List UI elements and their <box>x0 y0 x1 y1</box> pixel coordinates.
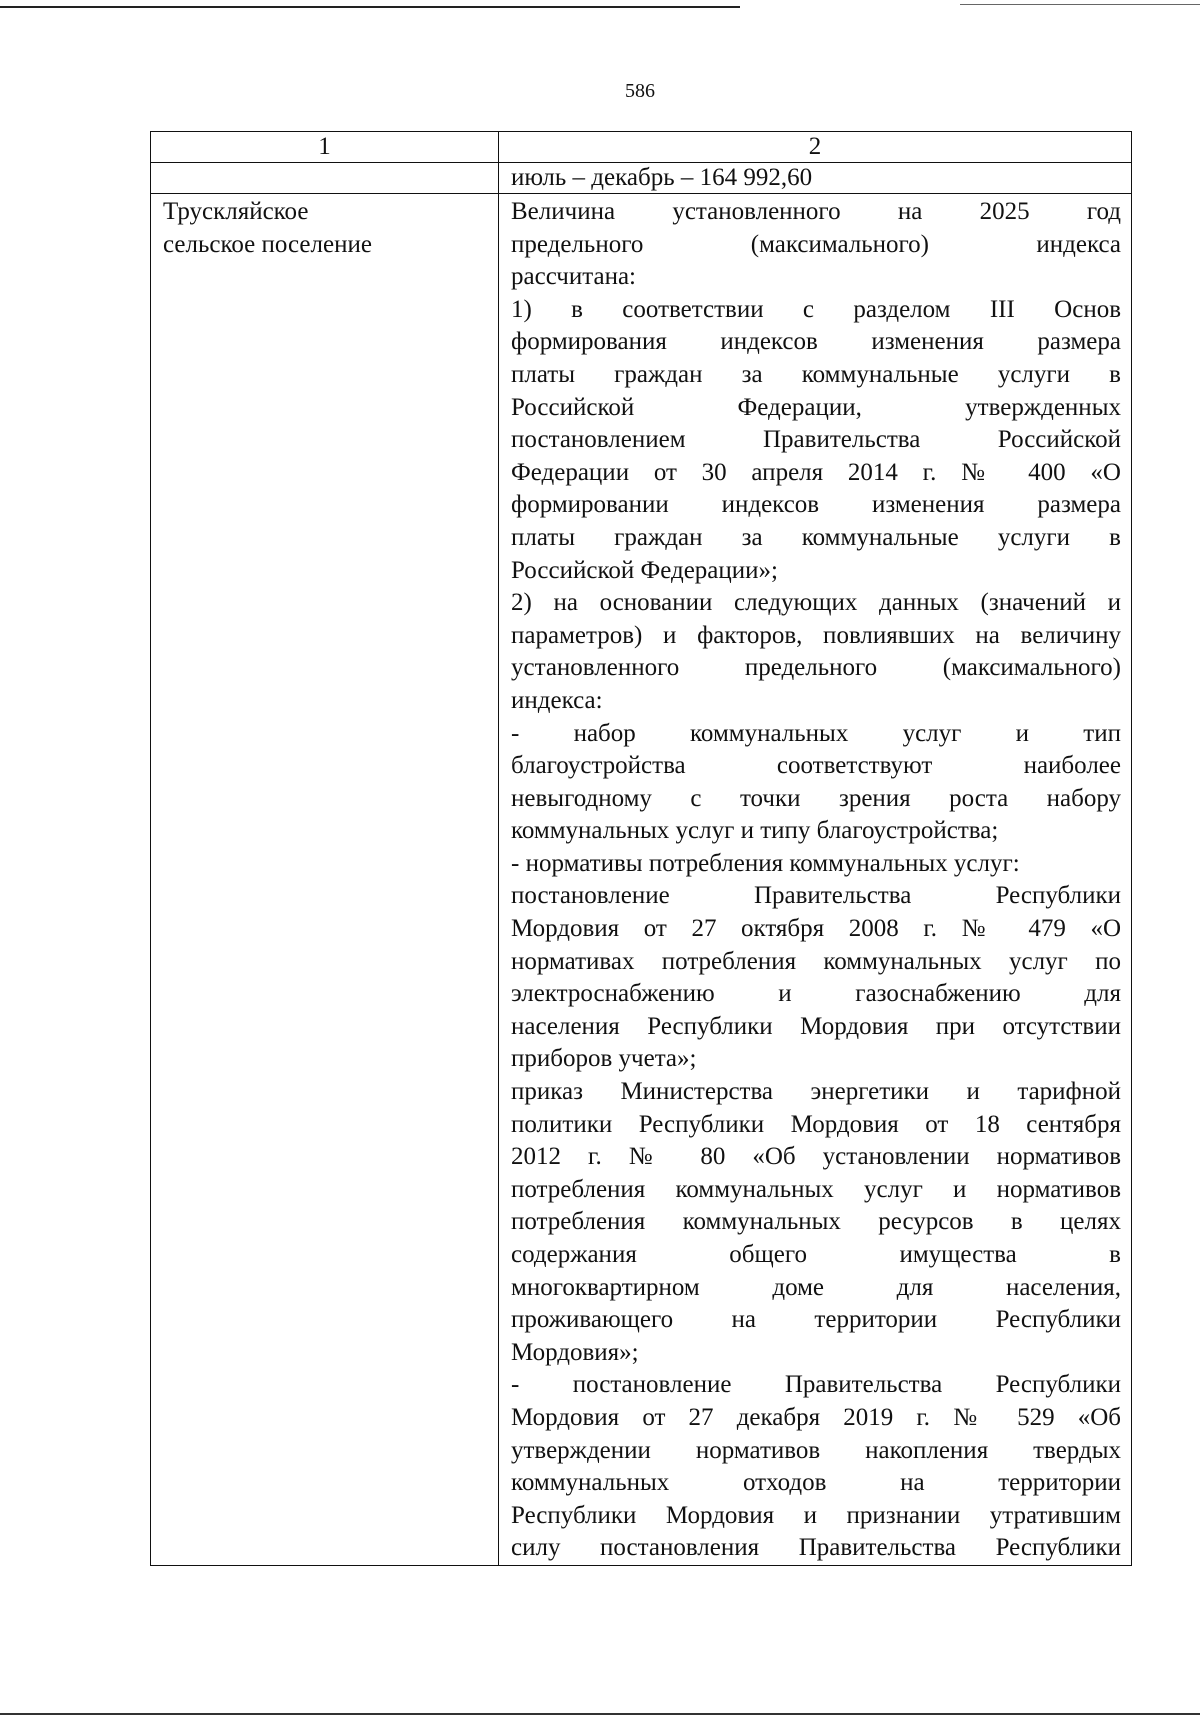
description-line: Величина установленного на 2025 год <box>511 198 1121 225</box>
column-header-1: 1 <box>151 132 499 163</box>
description-line: благоустройства соответствуют наиболее <box>511 752 1121 780</box>
description-line: потребления коммунальных ресурсов в целях <box>511 1208 1121 1236</box>
settlement-name-line: Трускляйское <box>163 198 309 225</box>
description-line: коммунальных услуг и типу благоустройства; <box>511 817 999 845</box>
description-line: Мордовия от 27 октября 2008 г. № 479 «О <box>511 915 1121 943</box>
document-table <box>150 131 1132 1566</box>
description-line: параметров) и факторов, повлиявших на величину <box>511 621 1121 649</box>
description-line: - нормативы потребления коммунальных услуг: <box>511 849 1020 877</box>
description-line: проживающего на территории Республики <box>511 1306 1121 1334</box>
description-line: политики Республики Мордовия от 18 сентября <box>511 1110 1121 1138</box>
description-line: платы граждан за коммунальные услуги в <box>511 523 1121 551</box>
description-line: формировании индексов изменения размера <box>511 491 1121 519</box>
description-line: 2012 г. № 80 «Об установлении нормативов <box>511 1143 1121 1171</box>
description-line: индекса: <box>511 686 603 714</box>
description-line: населения Республики Мордовия при отсутствии <box>511 1012 1121 1040</box>
scan-edge-bottom <box>0 1713 1200 1715</box>
index-description-cell <box>499 194 1132 1566</box>
page-number: 586 <box>625 80 655 102</box>
description-line: многоквартирном доме для населения, <box>511 1273 1121 1301</box>
settlement-name-cell <box>151 194 499 1566</box>
description-line: нормативах потребления коммунальных услуг по <box>511 947 1121 975</box>
description-line: предельного (максимального) индекса <box>511 230 1121 258</box>
description-line: коммунальных отходов на территории <box>511 1469 1121 1497</box>
table-header-row <box>151 132 1132 163</box>
table-row <box>151 194 1132 1566</box>
column-header-2: 2 <box>499 132 1132 163</box>
description-line: содержания общего имущества в <box>511 1241 1121 1268</box>
table-row <box>151 163 1132 194</box>
description-line: приказ Министерства энергетики и тарифной <box>511 1078 1121 1106</box>
continuation-cell-1 <box>151 163 499 194</box>
description-line: рассчитана: <box>511 263 636 291</box>
description-line: Мордовия от 27 декабря 2019 г. № 529 «Об <box>511 1403 1121 1431</box>
scan-edge-top-right <box>960 4 1200 5</box>
description-line: электроснабжению и газоснабжению для <box>511 980 1121 1008</box>
description-line: потребления коммунальных услуг и нормативов <box>511 1175 1121 1203</box>
description-line: формирования индексов изменения размера <box>511 328 1121 356</box>
description-line: Мордовия»; <box>511 1338 639 1366</box>
description-line: Республики Мордовия и признании утратившим <box>511 1501 1121 1529</box>
description-line: Российской Федерации, утвержденных <box>511 393 1121 421</box>
description-line: утверждении нормативов накопления твердых <box>511 1436 1121 1464</box>
description-line: постановление Правительства Республики <box>511 882 1121 910</box>
description-line: Российской Федерации»; <box>511 556 778 584</box>
description-line: Федерации от 30 апреля 2014 г. № 400 «О <box>511 458 1121 486</box>
continuation-cell-2 <box>499 163 1132 194</box>
description-line: невыгодному с точки зрения роста набору <box>511 784 1121 812</box>
continuation-col2-text: июль – декабрь – 164 992,60 <box>511 164 813 191</box>
settlement-name-line: сельское поселение <box>163 230 372 258</box>
description-line: силу постановления Правительства Республики <box>511 1534 1121 1562</box>
description-line: - набор коммунальных услуг и тип <box>511 719 1121 747</box>
description-line: 2) на основании следующих данных (значений и <box>511 589 1121 617</box>
description-line: постановлением Правительства Российской <box>511 426 1121 454</box>
description-line: платы граждан за коммунальные услуги в <box>511 360 1121 388</box>
description-line: приборов учета»; <box>511 1045 697 1073</box>
scan-edge-top <box>0 6 740 8</box>
description-line: - постановление Правительства Республики <box>511 1371 1121 1399</box>
description-line: 1) в соответствии с разделом III Основ <box>511 295 1121 323</box>
description-line: установленного предельного (максимального) <box>511 654 1121 682</box>
